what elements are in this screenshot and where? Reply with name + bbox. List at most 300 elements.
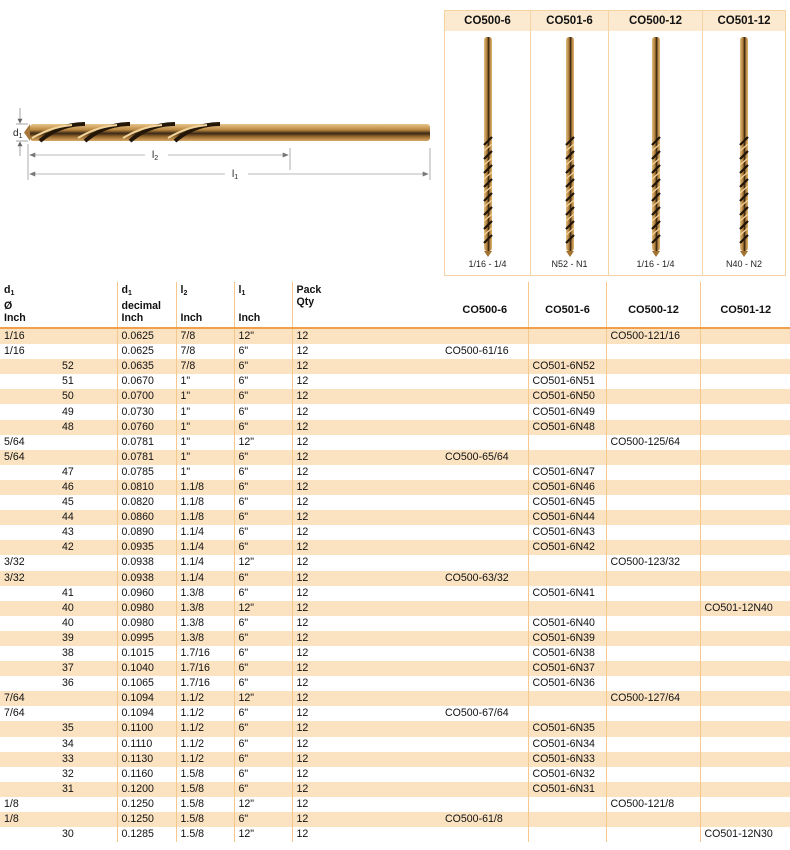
- cell-code-co501-6[interactable]: CO501-6N36: [528, 676, 606, 691]
- table-row: [0, 540, 790, 555]
- cell-code-co500-6: [441, 435, 528, 450]
- cell-wire-gauge: 36: [58, 676, 117, 691]
- cell-diameter-decimal: 0.0938: [117, 571, 176, 586]
- table-row: [0, 676, 790, 691]
- cell-pack-qty: 12: [296, 737, 309, 750]
- gallery-item-code: CO501-12: [703, 11, 785, 31]
- drill-bit-image: [24, 124, 430, 141]
- cell-code-co500-12: [606, 721, 700, 736]
- cell-code-co500-6: [441, 374, 528, 389]
- gallery-item-range: 1/16 - 1/4: [468, 259, 507, 269]
- cell-diameter-decimal: 0.0995: [117, 631, 176, 646]
- cell-diameter-fraction: 7/64: [4, 707, 25, 720]
- header-diameter-fraction: $d_1$ Ø Inch: [0, 282, 58, 328]
- cell-code-co500-6[interactable]: CO500-61/8: [441, 812, 528, 827]
- table-row: [0, 661, 790, 676]
- cell-code-co500-6: [441, 797, 528, 812]
- cell-code-co501-6[interactable]: CO501-6N48: [528, 420, 606, 435]
- cell-code-co501-12: [700, 328, 790, 344]
- cell-diameter-fraction: 1/16: [4, 345, 25, 358]
- table-row: [0, 782, 790, 797]
- cell-diameter-decimal: 0.0670: [117, 374, 176, 389]
- cell-wire-gauge: 31: [58, 782, 117, 797]
- cell-wire-gauge: 42: [58, 540, 117, 555]
- cell-code-co501-6[interactable]: CO501-6N31: [528, 782, 606, 797]
- cell-diameter-fraction: [0, 420, 58, 435]
- cell-code-co500-6[interactable]: CO500-65/64: [441, 450, 528, 465]
- cell-wire-gauge: [58, 571, 117, 586]
- cell-diameter-decimal: 0.1160: [117, 767, 176, 782]
- cell-pack-qty: 12: [296, 556, 309, 569]
- cell-code-co500-6: [441, 631, 528, 646]
- cell-flute-length: 1.1/4: [176, 555, 234, 570]
- cell-wire-gauge: 32: [58, 767, 117, 782]
- cell-code-co500-12: [606, 752, 700, 767]
- cell-diameter-decimal: 0.0760: [117, 420, 176, 435]
- cell-code-co501-12: [700, 706, 790, 721]
- cell-code-co501-6: [528, 450, 606, 465]
- cell-code-co501-6[interactable]: CO501-6N37: [528, 661, 606, 676]
- cell-overall-length: 12": [234, 691, 292, 706]
- cell-flute-length: 1.3/8: [176, 601, 234, 616]
- table-row: [0, 737, 790, 752]
- cell-wire-gauge: 40: [58, 616, 117, 631]
- cell-code-co501-6: [528, 827, 606, 842]
- cell-wire-gauge: 52: [58, 359, 117, 374]
- table-row: [0, 721, 790, 736]
- cell-code-co501-6[interactable]: CO501-6N45: [528, 495, 606, 510]
- cell-diameter-fraction: [0, 510, 58, 525]
- cell-pack-qty: 12: [292, 450, 441, 465]
- cell-code-co500-12: [606, 812, 700, 827]
- cell-code-co501-6: [528, 328, 606, 344]
- cell-code-co500-6: [441, 525, 528, 540]
- table-row: [0, 827, 790, 842]
- table-header-row: [0, 282, 790, 328]
- cell-diameter-fraction: 3/32: [4, 556, 25, 569]
- cell-code-co500-12: [606, 420, 700, 435]
- cell-overall-length: 12": [234, 827, 292, 842]
- cell-pack-qty: 12: [296, 677, 309, 690]
- cell-diameter-fraction: 1/8: [0, 812, 58, 827]
- cell-overall-length: 6": [234, 767, 292, 782]
- cell-wire-gauge: [58, 691, 117, 706]
- cell-diameter-decimal: 0.1250: [117, 797, 176, 812]
- cell-code-co500-6: [441, 782, 528, 797]
- cell-overall-length: 6": [234, 661, 292, 676]
- cell-wire-gauge: 34: [58, 737, 117, 752]
- cell-diameter-decimal: 0.1285: [117, 827, 176, 842]
- gallery-item-code: CO501-6: [531, 11, 608, 31]
- cell-code-co501-6[interactable]: CO501-6N41: [528, 586, 606, 601]
- cell-code-co501-12: [700, 480, 790, 495]
- cell-code-co500-6: [441, 646, 528, 661]
- cell-code-co500-6: [441, 420, 528, 435]
- cell-wire-gauge: 35: [58, 721, 117, 736]
- cell-pack-qty: 12: [292, 601, 441, 616]
- gallery-item-co500-6[interactable]: [445, 11, 531, 275]
- cell-wire-gauge: [58, 555, 117, 570]
- cell-code-co501-12: [700, 676, 790, 691]
- cell-flute-length: 1.5/8: [176, 767, 234, 782]
- cell-wire-gauge: 51: [58, 374, 117, 389]
- cell-code-co501-6: [528, 571, 606, 586]
- cell-code-co501-6[interactable]: CO501-6N40: [528, 616, 606, 631]
- cell-overall-length: 6": [234, 344, 292, 359]
- cell-diameter-decimal: 0.0938: [117, 555, 176, 570]
- cell-flute-length: 7/8: [176, 328, 234, 344]
- cell-diameter-decimal: 0.0730: [117, 404, 176, 419]
- cell-code-co501-6[interactable]: CO501-6N42: [528, 540, 606, 555]
- header-overall-length: $l_1$ Inch: [234, 282, 292, 328]
- table-row: [0, 555, 790, 570]
- cell-pack-qty: 12: [296, 707, 309, 720]
- cell-overall-length: 6": [234, 510, 292, 525]
- cell-code-co501-12: [700, 812, 790, 827]
- cell-flute-length: 1.5/8: [176, 797, 234, 812]
- cell-pack-qty: 12: [296, 375, 309, 388]
- table-row: [0, 495, 790, 510]
- cell-diameter-decimal: 0.1094: [117, 706, 176, 721]
- cell-flute-length: 7/8: [176, 359, 234, 374]
- cell-overall-length: 6": [234, 571, 292, 586]
- cell-pack-qty: 12: [296, 616, 309, 629]
- cell-code-co500-12: [606, 510, 700, 525]
- cell-wire-gauge: 48: [58, 420, 117, 435]
- cell-wire-gauge: 40: [58, 601, 117, 616]
- cell-code-co500-12: [606, 404, 700, 419]
- table-row: [0, 435, 790, 450]
- cell-flute-length: 7/8: [176, 344, 234, 359]
- cell-overall-length: 6": [234, 737, 292, 752]
- cell-flute-length: 1.3/8: [176, 631, 234, 646]
- cell-wire-gauge: 50: [58, 389, 117, 404]
- cell-code-co500-6[interactable]: CO500-63/32: [441, 571, 528, 586]
- table-row: [0, 767, 790, 782]
- cell-code-co500-12: [606, 495, 700, 510]
- cell-code-co501-6: [528, 344, 606, 359]
- cell-overall-length: 12": [234, 435, 292, 450]
- cell-code-co501-6[interactable]: CO501-6N51: [528, 374, 606, 389]
- cell-code-co501-12: [700, 435, 790, 450]
- cell-diameter-fraction: [0, 389, 58, 404]
- cell-diameter-fraction: [0, 495, 58, 510]
- cell-wire-gauge: 41: [58, 586, 117, 601]
- cell-code-co500-12: [606, 480, 700, 495]
- cell-code-co500-6: [441, 676, 528, 691]
- cell-code-co500-12: [606, 661, 700, 676]
- cell-diameter-fraction: [0, 737, 58, 752]
- table-row: [0, 616, 790, 631]
- cell-pack-qty: 12: [296, 496, 309, 509]
- cell-code-co501-6[interactable]: CO501-6N46: [528, 480, 606, 495]
- cell-diameter-decimal: 0.1110: [117, 737, 176, 752]
- l1-label: $l_1$: [232, 169, 239, 181]
- cell-wire-gauge: 44: [58, 510, 117, 525]
- header-wire-gauge: [58, 282, 117, 328]
- cell-code-co501-12: [700, 344, 790, 359]
- table-row: [0, 706, 790, 721]
- cell-code-co500-12: [606, 374, 700, 389]
- cell-diameter-fraction: [0, 782, 58, 797]
- cell-code-co500-6: [441, 767, 528, 782]
- cell-code-co501-6: [528, 555, 606, 570]
- cell-code-co501-6[interactable]: CO501-6N44: [528, 510, 606, 525]
- cell-pack-qty: 12: [296, 526, 309, 539]
- cell-diameter-fraction: [0, 631, 58, 646]
- cell-diameter-fraction: 5/64: [4, 435, 25, 448]
- cell-code-co500-12[interactable]: CO500-127/64: [606, 691, 700, 706]
- cell-overall-length: 6": [234, 359, 292, 374]
- cell-overall-length: 12": [234, 555, 292, 570]
- table-row: [0, 691, 790, 706]
- cell-code-co501-6[interactable]: CO501-6N38: [528, 646, 606, 661]
- cell-code-co500-6: [441, 540, 528, 555]
- drill-bit-icon: [482, 37, 494, 257]
- cell-flute-length: 1.1/4: [176, 571, 234, 586]
- drill-spec-table: [0, 282, 790, 842]
- cell-diameter-fraction: [0, 586, 58, 601]
- cell-code-co501-12: [700, 691, 790, 706]
- table-row: [0, 646, 790, 661]
- cell-wire-gauge: 46: [58, 480, 117, 495]
- dimension-l1: [30, 148, 430, 180]
- header-co501-6: CO501-6: [528, 282, 606, 328]
- cell-code-co500-12: [606, 525, 700, 540]
- table-row: [0, 404, 790, 419]
- cell-code-co500-12: [606, 465, 700, 480]
- header-flute-length: $l_2$ Inch: [176, 282, 234, 328]
- cell-diameter-fraction: 1/16: [0, 328, 58, 344]
- table-row: [0, 797, 790, 812]
- cell-code-co500-12[interactable]: CO500-121/16: [606, 328, 700, 344]
- cell-flute-length: 1.1/2: [176, 706, 234, 721]
- cell-flute-length: 1.1/8: [176, 495, 234, 510]
- cell-diameter-fraction: [0, 646, 58, 661]
- cell-code-co501-6[interactable]: CO501-6N34: [528, 737, 606, 752]
- cell-diameter-fraction: [0, 767, 58, 782]
- cell-flute-length: 1": [176, 465, 234, 480]
- header-pack-qty: Pack Qty: [292, 282, 441, 328]
- cell-code-co500-12: [606, 571, 700, 586]
- cell-code-co500-6: [441, 465, 528, 480]
- cell-overall-length: 6": [234, 450, 292, 465]
- cell-code-co501-12: [700, 495, 790, 510]
- header-co501-12: CO501-12: [700, 282, 790, 328]
- cell-diameter-decimal: 0.0625: [117, 328, 176, 344]
- cell-flute-length: 1": [176, 435, 234, 450]
- cell-wire-gauge: [58, 797, 117, 812]
- cell-overall-length: 6": [234, 782, 292, 797]
- cell-wire-gauge: 30: [58, 827, 117, 842]
- cell-wire-gauge: [58, 328, 117, 344]
- header-co500-6: CO500-6: [441, 282, 528, 328]
- cell-pack-qty: 12: [292, 812, 441, 827]
- cell-pack-qty: 12: [292, 691, 441, 706]
- cell-overall-length: 6": [234, 420, 292, 435]
- cell-code-co501-6[interactable]: CO501-6N32: [528, 767, 606, 782]
- cell-code-co500-12: [606, 782, 700, 797]
- table-row: [0, 465, 790, 480]
- cell-code-co500-6: [441, 404, 528, 419]
- cell-flute-length: 1.3/8: [176, 616, 234, 631]
- cell-overall-length: 6": [234, 465, 292, 480]
- cell-overall-length: 6": [234, 631, 292, 646]
- cell-diameter-decimal: 0.1130: [117, 752, 176, 767]
- cell-code-co501-6[interactable]: CO501-6N49: [528, 404, 606, 419]
- cell-code-co501-6[interactable]: CO501-6N47: [528, 465, 606, 480]
- cell-pack-qty: 12: [296, 435, 309, 448]
- cell-diameter-decimal: 0.0700: [117, 389, 176, 404]
- cell-code-co501-12: [700, 767, 790, 782]
- cell-overall-length: 6": [234, 404, 292, 419]
- gallery-item-range: N52 - N1: [551, 259, 588, 269]
- cell-flute-length: 1.1/4: [176, 525, 234, 540]
- cell-pack-qty: 12: [296, 586, 309, 599]
- cell-code-co500-12: [606, 389, 700, 404]
- cell-diameter-decimal: 0.1015: [117, 646, 176, 661]
- cell-code-co501-6: [528, 797, 606, 812]
- cell-code-co500-12: [606, 344, 700, 359]
- cell-code-co500-12: [606, 631, 700, 646]
- cell-pack-qty: 12: [296, 405, 309, 418]
- cell-code-co501-12: [700, 374, 790, 389]
- cell-code-co501-12: [700, 782, 790, 797]
- cell-pack-qty: 12: [296, 345, 309, 358]
- cell-code-co500-6[interactable]: CO500-67/64: [441, 706, 528, 721]
- cell-diameter-decimal: 0.0980: [117, 601, 176, 616]
- cell-code-co500-12[interactable]: CO500-123/32: [606, 555, 700, 570]
- cell-code-co501-6[interactable]: CO501-6N33: [528, 752, 606, 767]
- table-row: [0, 586, 790, 601]
- cell-code-co501-6[interactable]: CO501-6N50: [528, 389, 606, 404]
- cell-code-co501-12: [700, 737, 790, 752]
- table-row: [0, 571, 790, 586]
- cell-code-co500-6: [441, 721, 528, 736]
- cell-code-co501-12[interactable]: CO501-12N30: [704, 828, 773, 841]
- cell-code-co500-12: [606, 586, 700, 601]
- cell-code-co500-12: [606, 616, 700, 631]
- cell-code-co501-12: [700, 586, 790, 601]
- cell-code-co501-6[interactable]: CO501-6N52: [528, 359, 606, 374]
- cell-pack-qty: 12: [296, 465, 309, 478]
- cell-code-co500-12[interactable]: CO500-125/64: [606, 435, 700, 450]
- cell-code-co501-6: [528, 601, 606, 616]
- cell-pack-qty: 12: [296, 647, 309, 660]
- cell-code-co500-12: [606, 450, 700, 465]
- cell-code-co501-12: [700, 450, 790, 465]
- cell-diameter-decimal: 0.0860: [117, 510, 176, 525]
- cell-code-co501-12: [700, 721, 790, 736]
- gallery-item-co501-12[interactable]: [703, 11, 785, 275]
- cell-pack-qty: 12: [292, 328, 441, 344]
- cell-code-co501-12: [700, 389, 790, 404]
- cell-overall-length: 12": [234, 328, 292, 344]
- cell-diameter-fraction: 7/64: [0, 691, 58, 706]
- drill-dimension-diagram: [10, 100, 440, 190]
- table-row: [0, 374, 790, 389]
- cell-diameter-fraction: 1/8: [4, 797, 19, 810]
- cell-overall-length: 6": [234, 676, 292, 691]
- cell-code-co500-12: [606, 359, 700, 374]
- cell-flute-length: 1.5/8: [176, 812, 234, 827]
- table-row: [0, 812, 790, 827]
- cell-overall-length: 6": [234, 721, 292, 736]
- cell-diameter-fraction: [0, 661, 58, 676]
- cell-code-co501-6[interactable]: CO501-6N43: [528, 525, 606, 540]
- cell-code-co501-12: [700, 646, 790, 661]
- cell-code-co500-6: [441, 601, 528, 616]
- cell-wire-gauge: [58, 706, 117, 721]
- cell-pack-qty: 12: [296, 767, 309, 780]
- cell-code-co500-6[interactable]: CO500-61/16: [441, 344, 528, 359]
- product-gallery: [444, 10, 786, 276]
- cell-pack-qty: 12: [292, 420, 441, 435]
- table-row: [0, 601, 790, 616]
- cell-flute-length: 1.3/8: [176, 586, 234, 601]
- cell-wire-gauge: 45: [58, 495, 117, 510]
- table-row: [0, 510, 790, 525]
- cell-flute-length: 1": [176, 374, 234, 389]
- cell-pack-qty: 12: [292, 540, 441, 555]
- cell-diameter-fraction: [0, 721, 58, 736]
- cell-diameter-decimal: 0.0810: [117, 480, 176, 495]
- cell-overall-length: 6": [234, 616, 292, 631]
- cell-diameter-fraction: [0, 540, 58, 555]
- cell-pack-qty: 12: [292, 721, 441, 736]
- cell-overall-length: 6": [234, 586, 292, 601]
- cell-code-co501-12: [700, 540, 790, 555]
- cell-pack-qty: 12: [292, 359, 441, 374]
- cell-code-co501-12: [700, 510, 790, 525]
- cell-diameter-fraction: [0, 465, 58, 480]
- cell-overall-length: 6": [234, 752, 292, 767]
- cell-diameter-fraction: [0, 480, 58, 495]
- cell-code-co501-12[interactable]: CO501-12N40: [700, 601, 790, 616]
- gallery-item-co501-6[interactable]: [531, 11, 609, 275]
- cell-code-co500-6: [441, 691, 528, 706]
- cell-code-co501-6: [528, 706, 606, 721]
- cell-overall-length: 6": [234, 525, 292, 540]
- cell-code-co501-6[interactable]: CO501-6N39: [528, 631, 606, 646]
- cell-wire-gauge: 49: [58, 404, 117, 419]
- table-row: [0, 631, 790, 646]
- cell-pack-qty: 12: [292, 571, 441, 586]
- cell-code-co500-6: [441, 737, 528, 752]
- cell-flute-length: 1.1/2: [176, 737, 234, 752]
- cell-code-co501-6[interactable]: CO501-6N35: [528, 721, 606, 736]
- cell-diameter-decimal: 0.1094: [117, 691, 176, 706]
- cell-flute-length: 1.7/16: [176, 661, 234, 676]
- cell-diameter-decimal: 0.0935: [117, 540, 176, 555]
- cell-wire-gauge: 47: [58, 465, 117, 480]
- cell-diameter-fraction: [0, 359, 58, 374]
- cell-code-co500-12[interactable]: CO500-121/8: [606, 797, 700, 812]
- gallery-item-co500-12[interactable]: [609, 11, 703, 275]
- cell-code-co500-6: [441, 328, 528, 344]
- cell-code-co500-12: [606, 737, 700, 752]
- gallery-item-range: N40 - N2: [725, 259, 762, 269]
- cell-diameter-fraction: [0, 827, 58, 842]
- cell-code-co500-12: [606, 827, 700, 842]
- cell-wire-gauge: [58, 450, 117, 465]
- cell-code-co501-6: [528, 812, 606, 827]
- cell-wire-gauge: 37: [58, 661, 117, 676]
- cell-code-co501-12: [700, 752, 790, 767]
- cell-diameter-fraction: [0, 404, 58, 419]
- cell-code-co500-6: [441, 555, 528, 570]
- cell-code-co500-6: [441, 510, 528, 525]
